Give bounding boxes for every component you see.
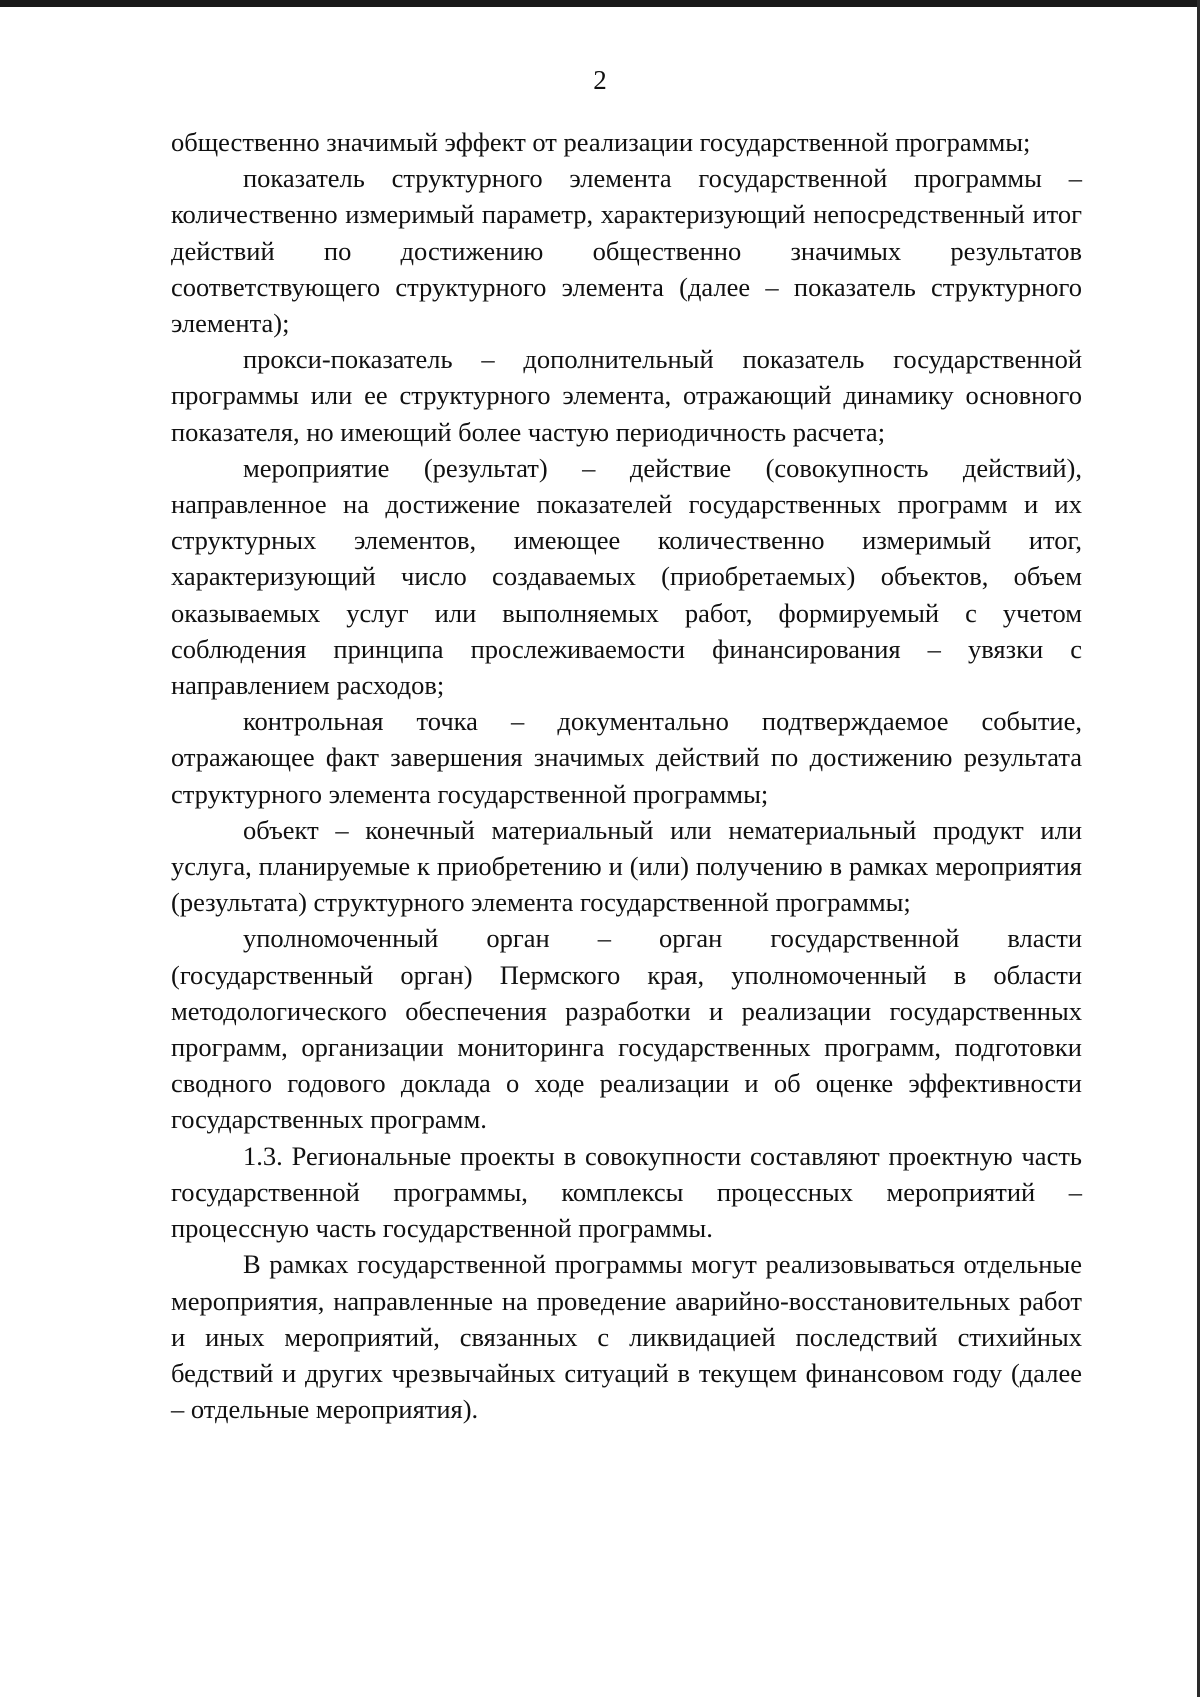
paragraph: показатель структурного элемента государственной программы – количественно измеримый параметр, характеризующий непосредственный итог действий по достижению общественно значимых результатов соответствующего структурного элемента (далее – показатель структурного элемента);	[171, 163, 1082, 339]
paragraph: мероприятие (результат) – действие (совокупность действий), направленное на достижение показателей государственных программ и их структурных элементов, имеющее количественно измеримый итог, характеризующий число создаваемых (приобретаемых) объектов, объем оказываемых услуг или выполняемых работ, формируемый с учетом соблюдения принципа прослеживаемости финансирования – увязки с направлением расходов;	[171, 452, 1082, 701]
paragraph: уполномоченный орган – орган государственной власти (государственный орган) Пермского края, уполномоченный в области методологического обеспечения разработки и реализации государственных программ, организации мониторинга государственных программ, подготовки сводного годового доклада о ходе реализации и об оценке эффективности государственных программ.	[171, 923, 1082, 1135]
paragraph: прокси-показатель – дополнительный показатель государственной программы или ее структурного элемента, отражающий динамику основного показателя, но имеющий более частую периодичность расчета;	[171, 344, 1082, 447]
paragraph: общественно значимый эффект от реализации государственной программы;	[171, 127, 1031, 157]
paragraph: контрольная точка – документально подтверждаемое событие, отражающее факт завершения значимых действий по достижению результата структурного элемента государственной программы;	[171, 706, 1082, 809]
paragraph: 1.3. Региональные проекты в совокупности составляют проектную часть государственной программы, комплексы процессных мероприятий – процессную часть государственной программы.	[171, 1140, 1082, 1244]
paragraph: В рамках государственной программы могут реализовываться отдельные мероприятия, направленные на проведение аварийно-восстановительных работ и иных мероприятий, связанных с ликвидацией последствий стихийных бедствий и других чрезвычайных ситуаций в текущем финансовом году (далее – отдельные мероприятия).	[171, 1249, 1082, 1425]
paragraph: объект – конечный материальный или нематериальный продукт или услуга, планируемые к приобретению и (или) получению в рамках мероприятия (результата) структурного элемента государственной программы;	[171, 814, 1082, 918]
page-number: 2	[593, 65, 607, 95]
document-body	[171, 124, 1082, 1427]
scan-edge-top	[0, 0, 1200, 7]
